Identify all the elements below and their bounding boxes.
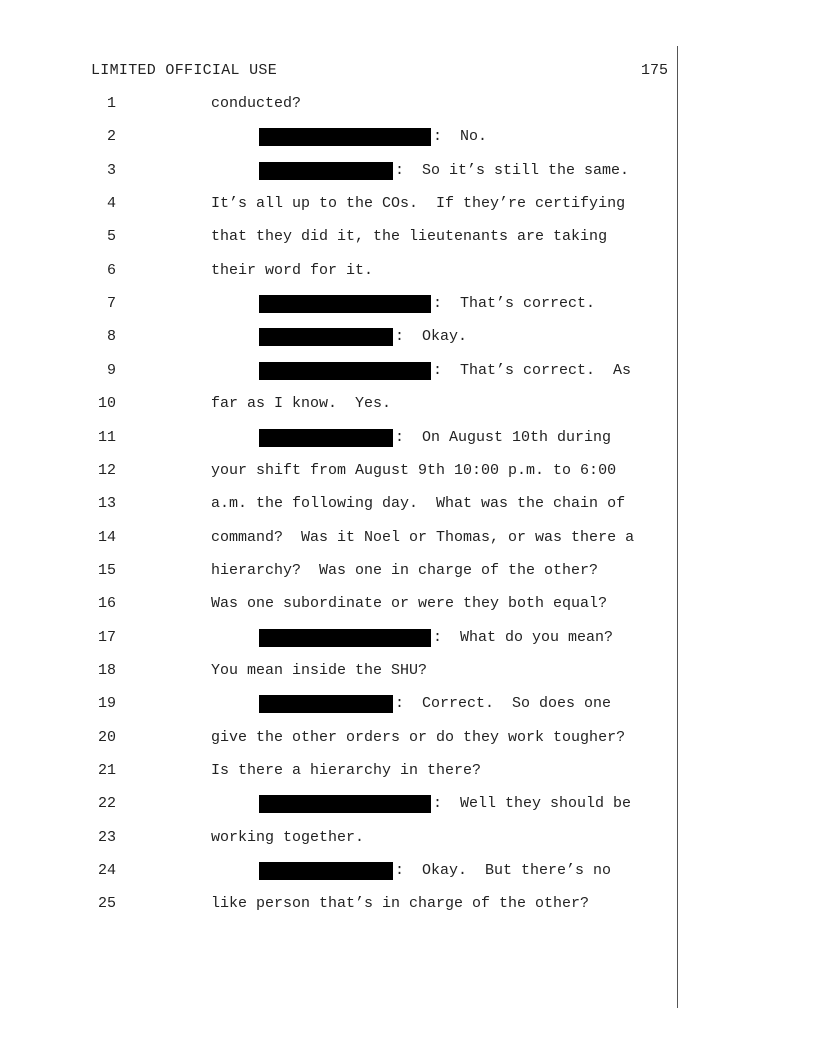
line-number: 16 [97, 595, 116, 613]
line-text: You mean inside the SHU? [211, 661, 428, 679]
line-text: that they did it, the lieutenants are taking [211, 228, 608, 246]
redaction-box [259, 328, 393, 346]
redaction-box [259, 128, 431, 146]
line-text: command? Was it Noel or Thomas, or was there a [211, 528, 635, 546]
redaction-box [259, 295, 431, 313]
line-number: 20 [97, 728, 116, 746]
line-text: your shift from August 9th 10:00 p.m. to 6:00 [211, 461, 617, 479]
line-number: 12 [97, 461, 116, 479]
line-number: 7 [106, 295, 116, 313]
line-number: 13 [97, 495, 116, 513]
line-text: hierarchy? Was one in charge of the other? [211, 561, 599, 579]
line-text: : That’s correct. [433, 295, 596, 313]
transcript-line [0, 561, 816, 581]
line-number: 22 [97, 795, 116, 813]
transcript-line [0, 761, 816, 781]
redaction-box [259, 362, 431, 380]
line-number: 15 [97, 561, 116, 579]
transcript-line [0, 261, 816, 281]
line-text: : That’s correct. As [433, 361, 632, 379]
transcript-line [0, 361, 816, 381]
page-number: 175 [640, 62, 668, 79]
transcript-line [0, 594, 816, 614]
transcript-line [0, 127, 816, 147]
line-number: 24 [97, 862, 116, 880]
line-number: 25 [97, 895, 116, 913]
transcript-line [0, 728, 816, 748]
line-number: 9 [106, 361, 116, 379]
line-text: like person that’s in charge of the other? [211, 895, 590, 913]
redaction-box [259, 795, 431, 813]
line-number: 23 [97, 828, 116, 846]
line-text: give the other orders or do they work tougher? [211, 728, 626, 746]
line-number: 4 [106, 195, 116, 213]
transcript-line [0, 628, 816, 648]
speaker-turn [259, 628, 613, 648]
transcript-line [0, 794, 816, 814]
speaker-turn [259, 127, 487, 147]
line-number: 14 [97, 528, 116, 546]
line-number: 11 [97, 428, 116, 446]
line-number: 21 [97, 762, 116, 779]
line-number: 1 [106, 95, 116, 112]
speaker-turn [259, 327, 467, 347]
line-number: 18 [97, 661, 116, 679]
line-text: : Well they should be [433, 795, 632, 813]
line-number: 2 [106, 128, 116, 146]
line-text: : What do you mean? [433, 628, 614, 646]
transcript-line [0, 528, 816, 548]
redaction-box [259, 162, 393, 180]
transcript-line [0, 894, 816, 914]
line-text: : No. [433, 128, 488, 146]
line-number: 3 [106, 161, 116, 179]
speaker-turn [259, 861, 611, 881]
redaction-box [259, 862, 393, 880]
transcript-line [0, 394, 816, 414]
speaker-turn [259, 161, 629, 181]
speaker-turn [259, 361, 631, 381]
transcript-line [0, 494, 816, 514]
line-number: 8 [106, 328, 116, 346]
line-text: working together. [211, 828, 365, 846]
speaker-turn [259, 294, 595, 314]
line-text: Is there a hierarchy in there? [211, 762, 482, 779]
redaction-box [259, 429, 393, 447]
line-text: far as I know. Yes. [211, 395, 392, 413]
transcript-line [0, 227, 816, 247]
line-text: : Okay. [395, 328, 468, 346]
line-text: Was one subordinate or were they both equal? [211, 595, 608, 613]
redaction-box [259, 695, 393, 713]
speaker-turn [259, 694, 611, 714]
transcript-line [0, 294, 816, 314]
speaker-turn [259, 794, 631, 814]
line-number: 17 [97, 628, 116, 646]
transcript-line [0, 94, 816, 114]
line-number: 5 [106, 228, 116, 246]
transcript-line [0, 661, 816, 681]
line-text: conducted? [211, 95, 302, 112]
transcript-line [0, 428, 816, 448]
line-text: It’s all up to the COs. If they’re certifying [211, 195, 626, 213]
redaction-box [259, 629, 431, 647]
line-text: : Correct. So does one [395, 695, 612, 713]
line-number: 6 [106, 261, 116, 279]
line-text: : On August 10th during [395, 428, 612, 446]
transcript-line [0, 861, 816, 881]
speaker-turn [259, 428, 611, 448]
line-text: a.m. the following day. What was the chain of [211, 495, 626, 513]
transcript-line [0, 461, 816, 481]
transcript-line [0, 694, 816, 714]
transcript-line [0, 828, 816, 848]
line-text: : So it’s still the same. [395, 161, 630, 179]
line-text: their word for it. [211, 261, 374, 279]
line-number: 19 [97, 695, 116, 713]
transcript-line [0, 161, 816, 181]
line-number: 10 [97, 395, 116, 413]
classification-header: LIMITED OFFICIAL USE [91, 62, 278, 79]
line-text: : Okay. But there’s no [395, 862, 612, 880]
transcript-line [0, 327, 816, 347]
transcript-line [0, 194, 816, 214]
